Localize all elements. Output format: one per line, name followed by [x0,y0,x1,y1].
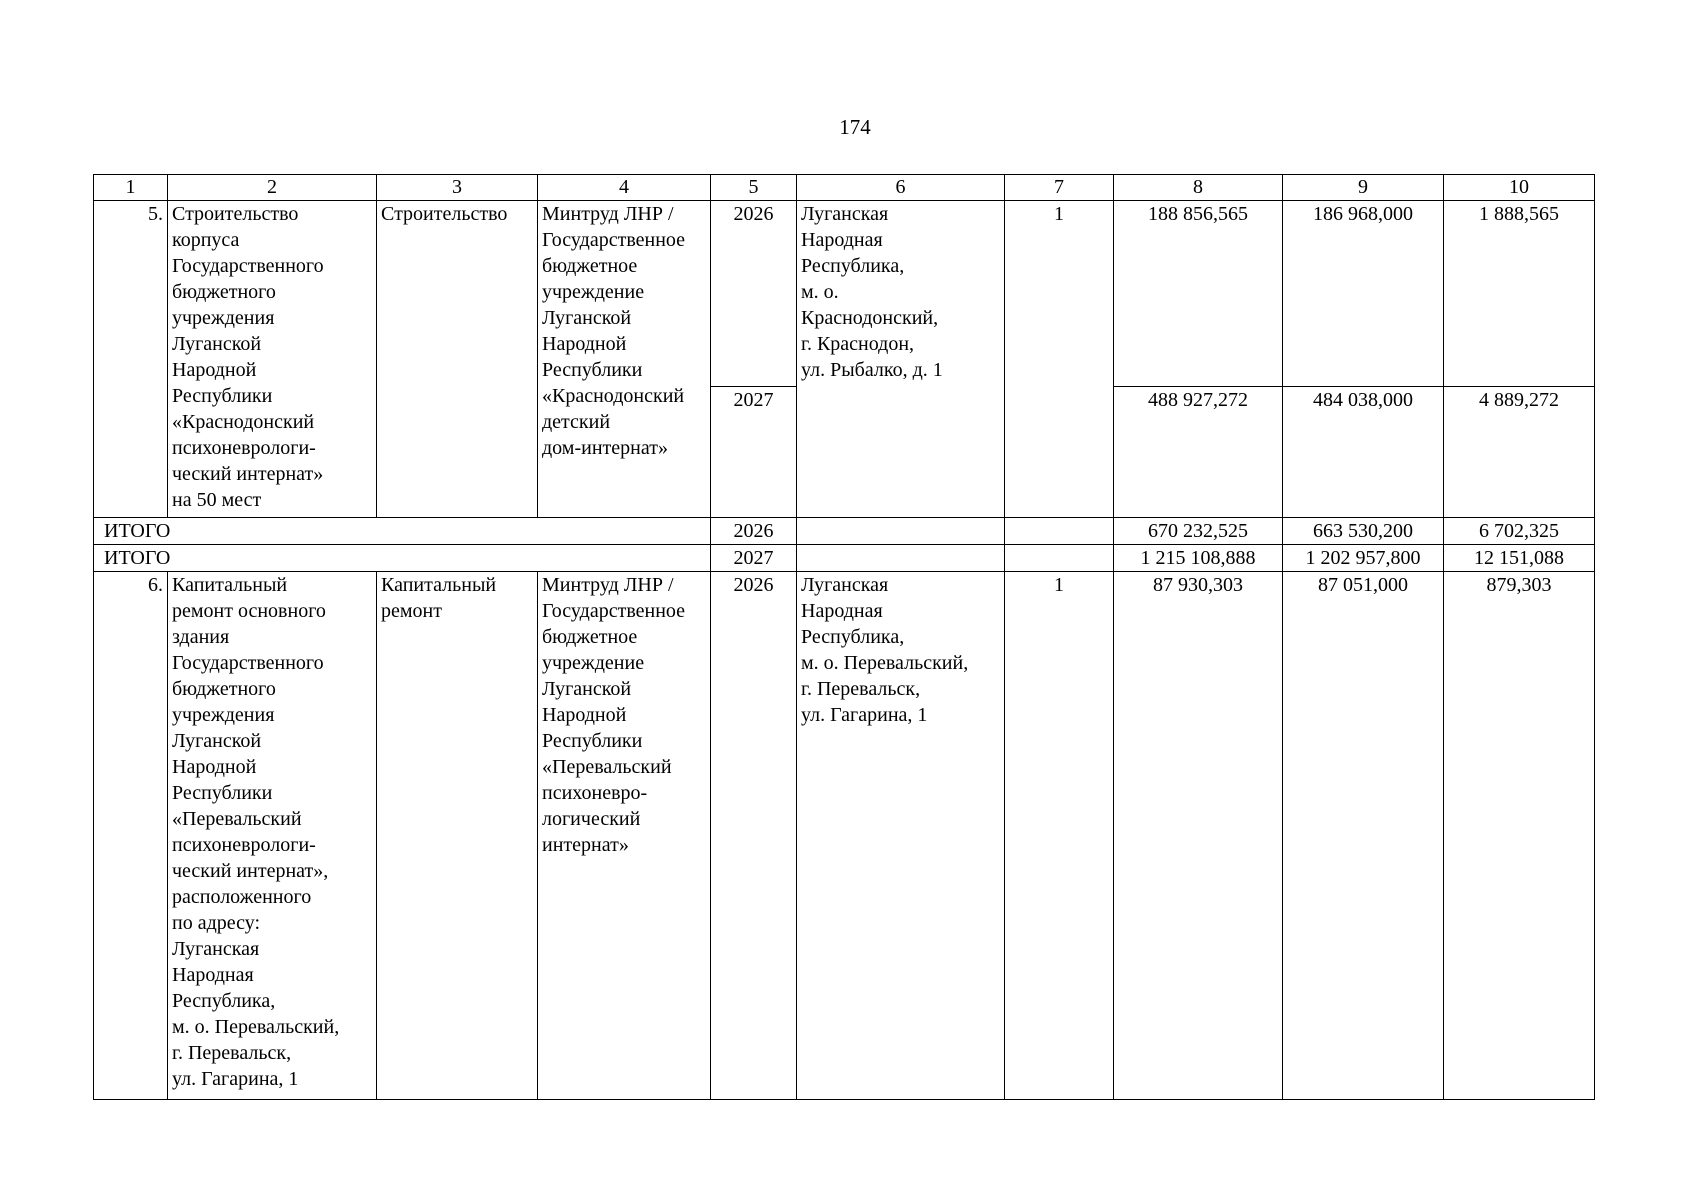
total-label: ИТОГО [94,518,711,545]
amount-cell: 12 151,088 [1444,545,1595,572]
table-row [94,201,1595,387]
header-cell: 7 [1005,175,1114,201]
header-cell: 5 [711,175,797,201]
work-type: Строительство [377,201,538,518]
amount-cell: 1 888,565 [1444,201,1595,387]
header-cell: 9 [1283,175,1444,201]
year-cell: 2026 [711,201,797,387]
column-number-row [94,175,1595,201]
amount-cell: 484 038,000 [1283,387,1444,518]
amount-cell: 1 202 957,800 [1283,545,1444,572]
header-cell: 4 [538,175,711,201]
quantity-cell: 1 [1005,201,1114,518]
year-cell: 2026 [711,572,797,1100]
header-cell: 1 [94,175,168,201]
amount-cell: 6 702,325 [1444,518,1595,545]
amount-cell: 488 927,272 [1114,387,1283,518]
total-row [94,518,1595,545]
item-number: 5. [94,201,168,518]
year-cell: 2027 [711,545,797,572]
item-number: 6. [94,572,168,1100]
object-name: Строительство корпуса Государственного бюджетного учреждения Луганской Народной Республики «Краснодонский психоневрологи- ческий интернат» на 50 мест [168,201,377,518]
year-cell: 2027 [711,387,797,518]
address: Луганская Народная Республика, м. о. Краснодонский, г. Краснодон, ул. Рыбалко, д. 1 [797,201,1005,518]
header-cell: 6 [797,175,1005,201]
work-type: Капитальный ремонт [377,572,538,1100]
amount-cell: 87 051,000 [1283,572,1444,1100]
amount-cell: 879,303 [1444,572,1595,1100]
customer: Минтруд ЛНР / Государственное бюджетное учреждение Луганской Народной Республики «Перевальский психоневро- логический интернат» [538,572,711,1100]
empty-cell [1005,518,1114,545]
amount-cell: 87 930,303 [1114,572,1283,1100]
empty-cell [1005,545,1114,572]
empty-cell [797,545,1005,572]
header-cell: 8 [1114,175,1283,201]
empty-cell [797,518,1005,545]
customer: Минтруд ЛНР / Государственное бюджетное учреждение Луганской Народной Республики «Краснодонский детский дом-интернат» [538,201,711,518]
year-cell: 2026 [711,518,797,545]
header-cell: 3 [377,175,538,201]
total-label: ИТОГО [94,545,711,572]
table-row [94,572,1595,1100]
amount-cell: 1 215 108,888 [1114,545,1283,572]
amount-cell: 663 530,200 [1283,518,1444,545]
quantity-cell: 1 [1005,572,1114,1100]
page-number: 174 [839,115,871,139]
header-cell: 10 [1444,175,1595,201]
amount-cell: 670 232,525 [1114,518,1283,545]
total-row [94,545,1595,572]
amount-cell: 186 968,000 [1283,201,1444,387]
address: Луганская Народная Республика, м. о. Перевальский, г. Перевальск, ул. Гагарина, 1 [797,572,1005,1100]
investment-table [93,174,1595,1100]
amount-cell: 188 856,565 [1114,201,1283,387]
object-name: Капитальный ремонт основного здания Государственного бюджетного учреждения Луганской Народной Республики «Перевальский психоневрологи- ческий интернат», расположенного по адресу: Луганская Народная Республика, м. о. Перевальский, г. Перевальск, ул. Гагарина, 1 [168,572,377,1100]
header-cell: 2 [168,175,377,201]
amount-cell: 4 889,272 [1444,387,1595,518]
